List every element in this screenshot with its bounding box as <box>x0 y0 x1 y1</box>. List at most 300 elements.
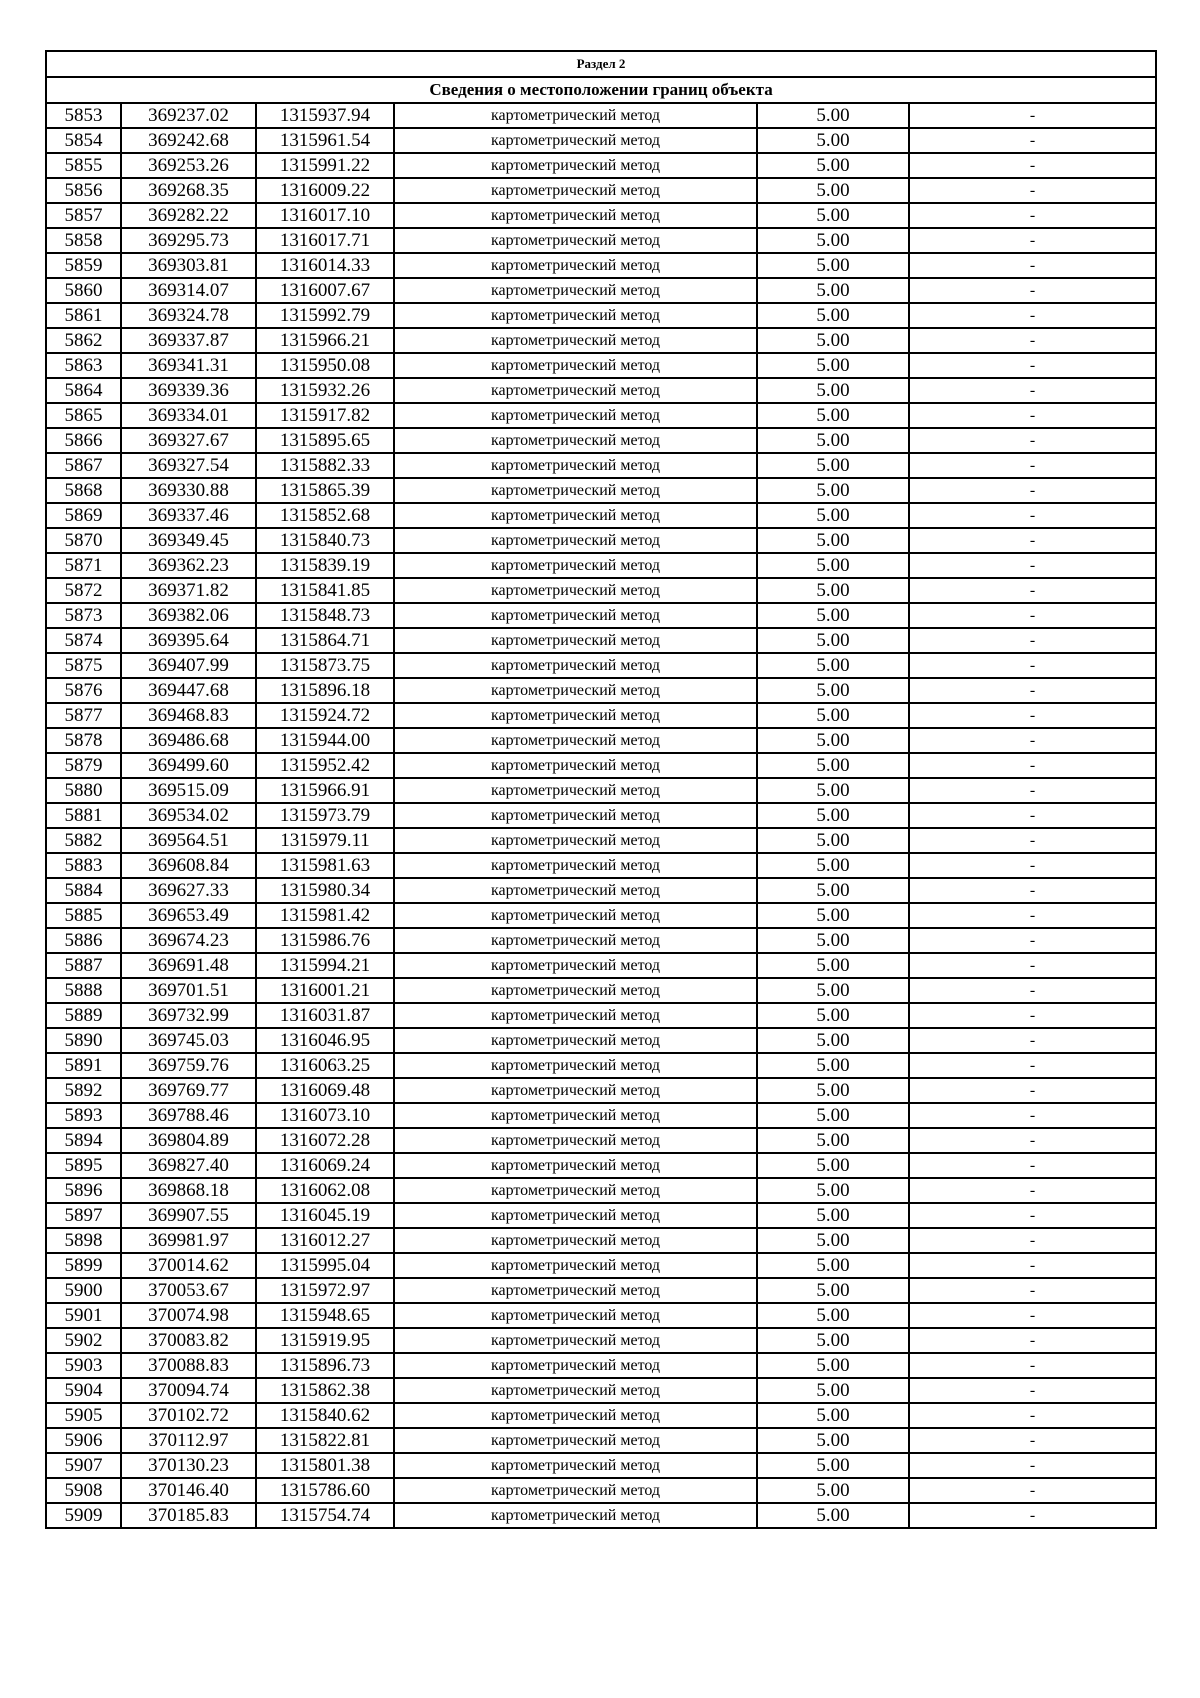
description-cell: - <box>909 428 1156 453</box>
table-row <box>46 203 1156 228</box>
x-coordinate-cell: 369769.77 <box>121 1078 256 1103</box>
point-number-cell: 5893 <box>46 1103 121 1128</box>
description-cell: - <box>909 853 1156 878</box>
point-number-cell: 5905 <box>46 1403 121 1428</box>
method-cell: картометрический метод <box>394 253 757 278</box>
x-coordinate-cell: 369515.09 <box>121 778 256 803</box>
method-cell: картометрический метод <box>394 903 757 928</box>
accuracy-cell: 5.00 <box>757 1003 909 1028</box>
y-coordinate-cell: 1315839.19 <box>256 553 394 578</box>
point-number-cell: 5877 <box>46 703 121 728</box>
description-cell: - <box>909 1353 1156 1378</box>
description-cell: - <box>909 703 1156 728</box>
description-cell: - <box>909 903 1156 928</box>
table-row <box>46 403 1156 428</box>
description-cell: - <box>909 328 1156 353</box>
section-header-row <box>46 51 1156 77</box>
point-number-cell: 5868 <box>46 478 121 503</box>
accuracy-cell: 5.00 <box>757 228 909 253</box>
table-row <box>46 1078 1156 1103</box>
accuracy-cell: 5.00 <box>757 553 909 578</box>
point-number-cell: 5859 <box>46 253 121 278</box>
method-cell: картометрический метод <box>394 453 757 478</box>
table-row <box>46 1253 1156 1278</box>
point-number-cell: 5899 <box>46 1253 121 1278</box>
description-cell: - <box>909 653 1156 678</box>
method-cell: картометрический метод <box>394 378 757 403</box>
accuracy-cell: 5.00 <box>757 528 909 553</box>
table-row <box>46 628 1156 653</box>
section-label: Раздел 2 <box>46 51 1156 77</box>
description-cell: - <box>909 378 1156 403</box>
y-coordinate-cell: 1315948.65 <box>256 1303 394 1328</box>
point-number-cell: 5906 <box>46 1428 121 1453</box>
accuracy-cell: 5.00 <box>757 378 909 403</box>
table-row <box>46 1428 1156 1453</box>
method-cell: картометрический метод <box>394 353 757 378</box>
accuracy-cell: 5.00 <box>757 1053 909 1078</box>
accuracy-cell: 5.00 <box>757 503 909 528</box>
table-row <box>46 1403 1156 1428</box>
table-body <box>46 51 1156 1528</box>
point-number-cell: 5869 <box>46 503 121 528</box>
y-coordinate-cell: 1315801.38 <box>256 1453 394 1478</box>
table-row <box>46 503 1156 528</box>
point-number-cell: 5863 <box>46 353 121 378</box>
y-coordinate-cell: 1315848.73 <box>256 603 394 628</box>
y-coordinate-cell: 1316001.21 <box>256 978 394 1003</box>
point-number-cell: 5903 <box>46 1353 121 1378</box>
table-row <box>46 303 1156 328</box>
y-coordinate-cell: 1315944.00 <box>256 728 394 753</box>
accuracy-cell: 5.00 <box>757 903 909 928</box>
accuracy-cell: 5.00 <box>757 778 909 803</box>
table-row <box>46 1153 1156 1178</box>
table-row <box>46 1203 1156 1228</box>
method-cell: картометрический метод <box>394 1478 757 1503</box>
accuracy-cell: 5.00 <box>757 478 909 503</box>
table-row <box>46 1053 1156 1078</box>
description-cell: - <box>909 878 1156 903</box>
table-row <box>46 528 1156 553</box>
point-number-cell: 5888 <box>46 978 121 1003</box>
description-cell: - <box>909 1028 1156 1053</box>
point-number-cell: 5898 <box>46 1228 121 1253</box>
description-cell: - <box>909 1153 1156 1178</box>
description-cell: - <box>909 778 1156 803</box>
method-cell: картометрический метод <box>394 1228 757 1253</box>
description-cell: - <box>909 103 1156 128</box>
table-row <box>46 1028 1156 1053</box>
y-coordinate-cell: 1315980.34 <box>256 878 394 903</box>
accuracy-cell: 5.00 <box>757 953 909 978</box>
x-coordinate-cell: 369339.36 <box>121 378 256 403</box>
x-coordinate-cell: 369827.40 <box>121 1153 256 1178</box>
table-row <box>46 678 1156 703</box>
y-coordinate-cell: 1316009.22 <box>256 178 394 203</box>
accuracy-cell: 5.00 <box>757 303 909 328</box>
table-row <box>46 878 1156 903</box>
table-row <box>46 953 1156 978</box>
x-coordinate-cell: 369564.51 <box>121 828 256 853</box>
y-coordinate-cell: 1315919.95 <box>256 1328 394 1353</box>
title-row <box>46 77 1156 103</box>
point-number-cell: 5883 <box>46 853 121 878</box>
x-coordinate-cell: 369981.97 <box>121 1228 256 1253</box>
point-number-cell: 5897 <box>46 1203 121 1228</box>
method-cell: картометрический метод <box>394 178 757 203</box>
point-number-cell: 5875 <box>46 653 121 678</box>
accuracy-cell: 5.00 <box>757 678 909 703</box>
y-coordinate-cell: 1316069.48 <box>256 1078 394 1103</box>
method-cell: картометрический метод <box>394 328 757 353</box>
x-coordinate-cell: 370185.83 <box>121 1503 256 1528</box>
method-cell: картометрический метод <box>394 1353 757 1378</box>
description-cell: - <box>909 1303 1156 1328</box>
point-number-cell: 5895 <box>46 1153 121 1178</box>
x-coordinate-cell: 370130.23 <box>121 1453 256 1478</box>
description-cell: - <box>909 803 1156 828</box>
accuracy-cell: 5.00 <box>757 1303 909 1328</box>
method-cell: картометрический метод <box>394 628 757 653</box>
accuracy-cell: 5.00 <box>757 1253 909 1278</box>
table-row <box>46 853 1156 878</box>
method-cell: картометрический метод <box>394 403 757 428</box>
x-coordinate-cell: 369907.55 <box>121 1203 256 1228</box>
y-coordinate-cell: 1316062.08 <box>256 1178 394 1203</box>
accuracy-cell: 5.00 <box>757 428 909 453</box>
description-cell: - <box>909 178 1156 203</box>
method-cell: картометрический метод <box>394 478 757 503</box>
x-coordinate-cell: 369314.07 <box>121 278 256 303</box>
x-coordinate-cell: 369788.46 <box>121 1103 256 1128</box>
method-cell: картометрический метод <box>394 603 757 628</box>
point-number-cell: 5871 <box>46 553 121 578</box>
table-row <box>46 578 1156 603</box>
point-number-cell: 5857 <box>46 203 121 228</box>
point-number-cell: 5854 <box>46 128 121 153</box>
y-coordinate-cell: 1316014.33 <box>256 253 394 278</box>
point-number-cell: 5856 <box>46 178 121 203</box>
point-number-cell: 5909 <box>46 1503 121 1528</box>
accuracy-cell: 5.00 <box>757 453 909 478</box>
accuracy-cell: 5.00 <box>757 628 909 653</box>
description-cell: - <box>909 228 1156 253</box>
accuracy-cell: 5.00 <box>757 703 909 728</box>
x-coordinate-cell: 369237.02 <box>121 103 256 128</box>
accuracy-cell: 5.00 <box>757 1328 909 1353</box>
accuracy-cell: 5.00 <box>757 103 909 128</box>
x-coordinate-cell: 369486.68 <box>121 728 256 753</box>
method-cell: картометрический метод <box>394 1278 757 1303</box>
method-cell: картометрический метод <box>394 1328 757 1353</box>
y-coordinate-cell: 1315786.60 <box>256 1478 394 1503</box>
description-cell: - <box>909 303 1156 328</box>
y-coordinate-cell: 1315882.33 <box>256 453 394 478</box>
x-coordinate-cell: 370014.62 <box>121 1253 256 1278</box>
description-cell: - <box>909 953 1156 978</box>
y-coordinate-cell: 1315917.82 <box>256 403 394 428</box>
accuracy-cell: 5.00 <box>757 1428 909 1453</box>
point-number-cell: 5874 <box>46 628 121 653</box>
description-cell: - <box>909 628 1156 653</box>
point-number-cell: 5873 <box>46 603 121 628</box>
point-number-cell: 5880 <box>46 778 121 803</box>
x-coordinate-cell: 370083.82 <box>121 1328 256 1353</box>
table-row <box>46 1003 1156 1028</box>
table-row <box>46 353 1156 378</box>
method-cell: картометрический метод <box>394 1378 757 1403</box>
x-coordinate-cell: 370074.98 <box>121 1303 256 1328</box>
x-coordinate-cell: 369627.33 <box>121 878 256 903</box>
table-row <box>46 128 1156 153</box>
point-number-cell: 5865 <box>46 403 121 428</box>
accuracy-cell: 5.00 <box>757 653 909 678</box>
y-coordinate-cell: 1316007.67 <box>256 278 394 303</box>
table-row <box>46 653 1156 678</box>
accuracy-cell: 5.00 <box>757 1128 909 1153</box>
description-cell: - <box>909 1203 1156 1228</box>
accuracy-cell: 5.00 <box>757 1453 909 1478</box>
point-number-cell: 5881 <box>46 803 121 828</box>
table-row <box>46 178 1156 203</box>
x-coordinate-cell: 369327.67 <box>121 428 256 453</box>
method-cell: картометрический метод <box>394 1053 757 1078</box>
accuracy-cell: 5.00 <box>757 1078 909 1103</box>
y-coordinate-cell: 1315981.42 <box>256 903 394 928</box>
y-coordinate-cell: 1316063.25 <box>256 1053 394 1078</box>
point-number-cell: 5864 <box>46 378 121 403</box>
description-cell: - <box>909 1428 1156 1453</box>
x-coordinate-cell: 369268.35 <box>121 178 256 203</box>
description-cell: - <box>909 1103 1156 1128</box>
method-cell: картометрический метод <box>394 1078 757 1103</box>
y-coordinate-cell: 1315852.68 <box>256 503 394 528</box>
point-number-cell: 5878 <box>46 728 121 753</box>
point-number-cell: 5907 <box>46 1453 121 1478</box>
description-cell: - <box>909 128 1156 153</box>
y-coordinate-cell: 1315979.11 <box>256 828 394 853</box>
method-cell: картометрический метод <box>394 578 757 603</box>
description-cell: - <box>909 1078 1156 1103</box>
x-coordinate-cell: 370112.97 <box>121 1428 256 1453</box>
table-row <box>46 603 1156 628</box>
description-cell: - <box>909 1253 1156 1278</box>
method-cell: картометрический метод <box>394 1128 757 1153</box>
y-coordinate-cell: 1315896.73 <box>256 1353 394 1378</box>
x-coordinate-cell: 370102.72 <box>121 1403 256 1428</box>
accuracy-cell: 5.00 <box>757 1403 909 1428</box>
accuracy-cell: 5.00 <box>757 603 909 628</box>
x-coordinate-cell: 369804.89 <box>121 1128 256 1153</box>
accuracy-cell: 5.00 <box>757 328 909 353</box>
method-cell: картометрический метод <box>394 803 757 828</box>
point-number-cell: 5886 <box>46 928 121 953</box>
y-coordinate-cell: 1315992.79 <box>256 303 394 328</box>
accuracy-cell: 5.00 <box>757 1378 909 1403</box>
y-coordinate-cell: 1315862.38 <box>256 1378 394 1403</box>
method-cell: картометрический метод <box>394 1428 757 1453</box>
description-cell: - <box>909 528 1156 553</box>
y-coordinate-cell: 1315864.71 <box>256 628 394 653</box>
x-coordinate-cell: 369337.87 <box>121 328 256 353</box>
table-row <box>46 728 1156 753</box>
description-cell: - <box>909 828 1156 853</box>
x-coordinate-cell: 369407.99 <box>121 653 256 678</box>
description-cell: - <box>909 553 1156 578</box>
method-cell: картометрический метод <box>394 1103 757 1128</box>
method-cell: картометрический метод <box>394 828 757 853</box>
method-cell: картометрический метод <box>394 503 757 528</box>
method-cell: картометрический метод <box>394 428 757 453</box>
x-coordinate-cell: 369253.26 <box>121 153 256 178</box>
accuracy-cell: 5.00 <box>757 928 909 953</box>
description-cell: - <box>909 603 1156 628</box>
y-coordinate-cell: 1316012.27 <box>256 1228 394 1253</box>
x-coordinate-cell: 369745.03 <box>121 1028 256 1053</box>
description-cell: - <box>909 1228 1156 1253</box>
x-coordinate-cell: 370053.67 <box>121 1278 256 1303</box>
y-coordinate-cell: 1315840.73 <box>256 528 394 553</box>
table-row <box>46 553 1156 578</box>
table-row <box>46 378 1156 403</box>
method-cell: картометрический метод <box>394 103 757 128</box>
method-cell: картометрический метод <box>394 228 757 253</box>
y-coordinate-cell: 1315924.72 <box>256 703 394 728</box>
accuracy-cell: 5.00 <box>757 178 909 203</box>
point-number-cell: 5858 <box>46 228 121 253</box>
x-coordinate-cell: 370146.40 <box>121 1478 256 1503</box>
table-row <box>46 1228 1156 1253</box>
description-cell: - <box>909 728 1156 753</box>
description-cell: - <box>909 1328 1156 1353</box>
accuracy-cell: 5.00 <box>757 253 909 278</box>
description-cell: - <box>909 1053 1156 1078</box>
table-row <box>46 1353 1156 1378</box>
accuracy-cell: 5.00 <box>757 1503 909 1528</box>
x-coordinate-cell: 369382.06 <box>121 603 256 628</box>
y-coordinate-cell: 1316073.10 <box>256 1103 394 1128</box>
description-cell: - <box>909 1278 1156 1303</box>
y-coordinate-cell: 1316069.24 <box>256 1153 394 1178</box>
y-coordinate-cell: 1315932.26 <box>256 378 394 403</box>
accuracy-cell: 5.00 <box>757 753 909 778</box>
point-number-cell: 5853 <box>46 103 121 128</box>
y-coordinate-cell: 1315895.65 <box>256 428 394 453</box>
table-row <box>46 703 1156 728</box>
description-cell: - <box>909 928 1156 953</box>
accuracy-cell: 5.00 <box>757 1228 909 1253</box>
x-coordinate-cell: 369674.23 <box>121 928 256 953</box>
method-cell: картометрический метод <box>394 303 757 328</box>
description-cell: - <box>909 1503 1156 1528</box>
method-cell: картометрический метод <box>394 1028 757 1053</box>
y-coordinate-cell: 1315961.54 <box>256 128 394 153</box>
accuracy-cell: 5.00 <box>757 1103 909 1128</box>
method-cell: картометрический метод <box>394 278 757 303</box>
description-cell: - <box>909 403 1156 428</box>
y-coordinate-cell: 1316017.10 <box>256 203 394 228</box>
accuracy-cell: 5.00 <box>757 353 909 378</box>
accuracy-cell: 5.00 <box>757 878 909 903</box>
accuracy-cell: 5.00 <box>757 1278 909 1303</box>
point-number-cell: 5891 <box>46 1053 121 1078</box>
method-cell: картометрический метод <box>394 978 757 1003</box>
table-row <box>46 1128 1156 1153</box>
point-number-cell: 5889 <box>46 1003 121 1028</box>
point-number-cell: 5902 <box>46 1328 121 1353</box>
y-coordinate-cell: 1316017.71 <box>256 228 394 253</box>
accuracy-cell: 5.00 <box>757 1153 909 1178</box>
table-row <box>46 1328 1156 1353</box>
description-cell: - <box>909 1178 1156 1203</box>
table-row <box>46 428 1156 453</box>
method-cell: картометрический метод <box>394 853 757 878</box>
method-cell: картометрический метод <box>394 1303 757 1328</box>
method-cell: картометрический метод <box>394 1403 757 1428</box>
point-number-cell: 5885 <box>46 903 121 928</box>
method-cell: картометрический метод <box>394 703 757 728</box>
table-row <box>46 1453 1156 1478</box>
y-coordinate-cell: 1315966.91 <box>256 778 394 803</box>
point-number-cell: 5876 <box>46 678 121 703</box>
table-row <box>46 103 1156 128</box>
point-number-cell: 5855 <box>46 153 121 178</box>
x-coordinate-cell: 369334.01 <box>121 403 256 428</box>
method-cell: картометрический метод <box>394 1203 757 1228</box>
method-cell: картометрический метод <box>394 1153 757 1178</box>
point-number-cell: 5872 <box>46 578 121 603</box>
y-coordinate-cell: 1316045.19 <box>256 1203 394 1228</box>
x-coordinate-cell: 369608.84 <box>121 853 256 878</box>
table-row <box>46 928 1156 953</box>
method-cell: картометрический метод <box>394 878 757 903</box>
description-cell: - <box>909 1128 1156 1153</box>
y-coordinate-cell: 1315841.85 <box>256 578 394 603</box>
point-number-cell: 5900 <box>46 1278 121 1303</box>
method-cell: картометрический метод <box>394 153 757 178</box>
x-coordinate-cell: 369341.31 <box>121 353 256 378</box>
y-coordinate-cell: 1315991.22 <box>256 153 394 178</box>
y-coordinate-cell: 1315981.63 <box>256 853 394 878</box>
accuracy-cell: 5.00 <box>757 153 909 178</box>
table-row <box>46 1103 1156 1128</box>
x-coordinate-cell: 369732.99 <box>121 1003 256 1028</box>
method-cell: картометрический метод <box>394 678 757 703</box>
method-cell: картометрический метод <box>394 553 757 578</box>
description-cell: - <box>909 1478 1156 1503</box>
x-coordinate-cell: 369282.22 <box>121 203 256 228</box>
accuracy-cell: 5.00 <box>757 853 909 878</box>
x-coordinate-cell: 369337.46 <box>121 503 256 528</box>
point-number-cell: 5861 <box>46 303 121 328</box>
x-coordinate-cell: 369447.68 <box>121 678 256 703</box>
table-row <box>46 778 1156 803</box>
table-row <box>46 828 1156 853</box>
accuracy-cell: 5.00 <box>757 728 909 753</box>
y-coordinate-cell: 1315966.21 <box>256 328 394 353</box>
point-number-cell: 5866 <box>46 428 121 453</box>
x-coordinate-cell: 369701.51 <box>121 978 256 1003</box>
table-row <box>46 478 1156 503</box>
y-coordinate-cell: 1315873.75 <box>256 653 394 678</box>
table-title: Сведения о местоположении границ объекта <box>46 77 1156 103</box>
point-number-cell: 5887 <box>46 953 121 978</box>
y-coordinate-cell: 1315972.97 <box>256 1278 394 1303</box>
y-coordinate-cell: 1316072.28 <box>256 1128 394 1153</box>
x-coordinate-cell: 369242.68 <box>121 128 256 153</box>
point-number-cell: 5860 <box>46 278 121 303</box>
